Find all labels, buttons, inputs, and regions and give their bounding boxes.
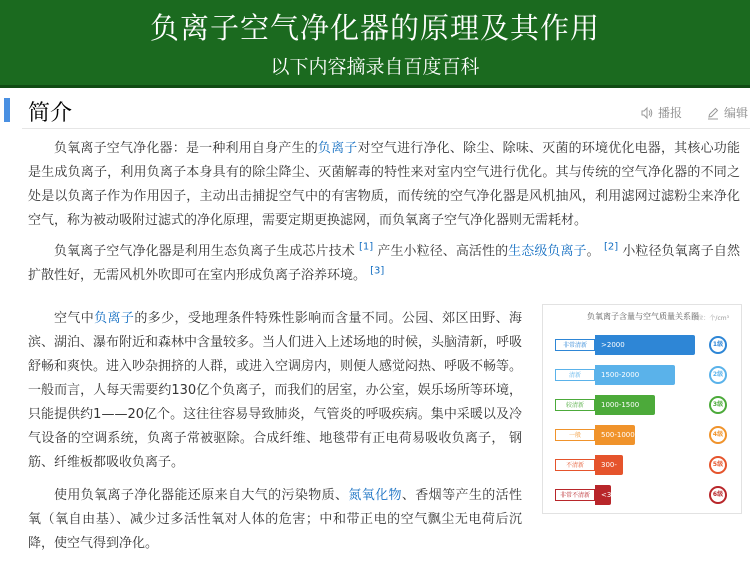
page-banner: [0, 0, 750, 88]
page-subtitle: 以下内容摘录自百度百科: [270, 56, 480, 78]
row-grade-badge: 1级: [709, 336, 727, 354]
link-negative-ion[interactable]: 负离子: [317, 141, 358, 156]
pencil-icon: [706, 106, 720, 120]
citation-2[interactable]: [2]: [603, 241, 619, 253]
paragraph-effects: 使用负氧离子净化器能还原来自大气的污染物质、氮氧化物、香烟等产生的活性氧（氧自由基）、减少过多活性氧对人体的危害；中和带正电的空气飘尘无电荷后沉降，使空气得到净化。: [28, 488, 522, 551]
row-value-bar: 500-1000: [595, 425, 635, 445]
row-grade-badge: 6级: [709, 486, 727, 504]
row-level-label: 非常清新: [555, 339, 595, 351]
link-eco-ion[interactable]: 生态级负离子: [508, 244, 587, 259]
page-title: 负离子空气净化器的原理及其作用: [149, 11, 600, 45]
row-value-bar: 300-: [595, 455, 623, 475]
paragraph-intro: 负氧离子空气净化器：是一种利用自身产生的负离子对空气进行净化、除尘、除味、灭菌的环境优化电器，其核心功能是生成负离子，利用负离子本身具有的除尘降尘、灭菌解毒的特性来对室内空气进行优化。其与传统的空气净化器的不同之处是以负离子作为作用因子，主动出击捕捉空气中的有害物质，而传统的空气净化器是风机抽风，利用滤网过滤粉尘来净化空气，称为被动吸附过滤式的净化原理，需要定期更换滤网，而负氧离子空气净化器则无需耗材。: [28, 141, 740, 228]
chart-row: [543, 335, 743, 355]
voice-label: 播报: [658, 106, 683, 120]
citation-3[interactable]: [3]: [370, 265, 385, 277]
chart-row: [543, 365, 743, 385]
ion-air-quality-chart[interactable]: [542, 304, 742, 514]
chart-unit: 单位：个/cm³: [691, 315, 729, 322]
section-header: [0, 96, 750, 126]
row-value-bar: <300: [595, 485, 611, 505]
paragraph-technology: 负氧离子空气净化器是利用生态负离子生成芯片技术 [1] 产生小粒径、高活性的生态级负离子。 [2] 小粒径负氧离子自然扩散性好，无需风机外吹即可在室内形成负离子浴养环境。 [3]: [28, 241, 740, 283]
citation-1[interactable]: [1]: [359, 241, 374, 253]
voice-button[interactable]: [640, 104, 682, 121]
edit-button[interactable]: [706, 104, 748, 121]
row-grade-badge: 5级: [709, 456, 727, 474]
row-level-label: 较清新: [555, 399, 595, 411]
link-negative-ion-2[interactable]: 负离子: [94, 311, 135, 326]
row-value-bar: 1000-1500: [595, 395, 655, 415]
section-accent-bar: [4, 98, 10, 122]
row-level-label: 清新: [555, 369, 595, 381]
section-divider: [22, 128, 750, 129]
row-value-bar: >2000: [595, 335, 695, 355]
row-level-label: 不清新: [555, 459, 595, 471]
row-level-label: 非常不清新: [555, 489, 595, 501]
speaker-icon: [640, 106, 654, 120]
row-level-label: 一般: [555, 429, 595, 441]
edit-label: 编辑: [724, 106, 749, 120]
chart-row: [543, 455, 743, 475]
link-nitrogen-oxides[interactable]: 氮氧化物: [348, 488, 402, 503]
row-grade-badge: 4级: [709, 426, 727, 444]
chart-title: 负氧离子含量与空气质量关系图: [587, 312, 699, 321]
row-grade-badge: 3级: [709, 396, 727, 414]
chart-row: [543, 395, 743, 415]
chart-row: [543, 425, 743, 445]
chart-row: [543, 485, 743, 505]
row-grade-badge: 2级: [709, 366, 727, 384]
row-value-bar: 1500-2000: [595, 365, 675, 385]
section-title: 简介: [28, 101, 73, 126]
paragraph-environment: 空气中负离子的多少，受地理条件特殊性影响而含量不同。公园、郊区田野、海滨、湖泊、瀑布附近和森林中含量较多。当人们进入上述场地的时候，头脑清新，呼吸舒畅和爽快。进入吵杂拥挤的人群，或进入空调房内，则便人感觉闷热、呼吸不畅等。一般而言，人每天需要约130亿个负离子，而我们的居室，办公室，娱乐场所等环境，只能提供约1——20亿个。这往往容易导致肺炎，气管炎的呼吸疾病。集中采暖以及冷气设备的空调系统，负离子常被驱除。合成纤维、地毯带有正电荷易吸收负离子， 钢筋、纤维板都吸收负离子。: [28, 311, 523, 470]
